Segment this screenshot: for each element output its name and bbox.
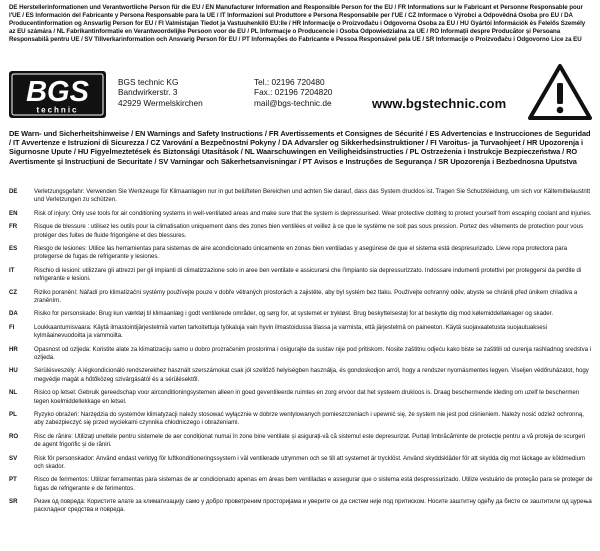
warning-text: Rischio di lesioni: utilizzare gli attrezzi per gli impianti di climatizzazione solo in aree ben ventilate e assicurarsi che l'impianto sia depressurizzato. Indossare indumenti protettivi per proteggersi da perdite di refrigerante e lesioni. — [34, 266, 582, 283]
warnings-list — [9, 188, 593, 520]
warning-item-cz — [9, 289, 593, 306]
language-code: EN — [9, 209, 18, 217]
warning-triangle-icon — [527, 63, 593, 121]
warning-text: Ризик од повреда: Користите алате за климатизацију само у добро проветреним просторијама и уверите се да систем није под притиском. Носите заштитну одећу да бисте се заштитили од цурења расхладног средства и повреда. — [34, 498, 592, 514]
warning-item-pt — [9, 476, 593, 493]
logo-brand-text: BGS — [26, 76, 89, 108]
warning-item-ro — [9, 433, 593, 450]
language-code: CZ — [9, 288, 18, 296]
warnings-section-title: DE Warn- und Sicherheitshinweise / EN Warnings and Safety Instructions / FR Avertissements et Consignes de Sécurité / ES Advertencias e Instrucciones de Seguridad / IT Avvertenze e Istruzioni di Sicurezza / CZ Varování a Bezpečnostní Pokyny / DA Advarsler og Sikkerhedsinstruktioner / FI Varoitus- ja Turvaohjeet / HR Upozorenja i Sigurnosne Upute / HU Figyelmeztetések és Biztonsági Utasítások / NL Waarschuwingen en Veiligheidsinstructies / PL Ostrzeżenia i Instrukcje Bezpieczeństwa / RO Avertismente și Instrucțiuni de Securitate / SV Varningar och Säkerhetsanvisningar / PT Avisos e Instruções de Segurança / SR Upozorenja i Bezbednosna Uputstva — [9, 129, 591, 166]
language-code: ES — [9, 245, 18, 253]
language-code: DA — [9, 310, 18, 318]
warning-item-es — [9, 245, 593, 262]
language-code: FR — [9, 223, 18, 231]
website-url: www.bgstechnic.com — [372, 96, 507, 111]
language-code: IT — [9, 266, 15, 274]
company-name: BGS technic KG — [118, 77, 179, 87]
bgs-technic-logo — [9, 71, 106, 118]
language-code: PL — [9, 411, 17, 418]
contact-fax: Fax.: 02196 7204820 — [254, 87, 333, 98]
warning-text: Riesgo de lesiones: Utilice las herramientas para sistemas de aire acondicionado únicamente en zonas bien ventiladas y asegúrese de que el sistema está despresurizado. Lleve ropa protectora para protegerse de fugas de refrigerante y lesiones. — [34, 245, 568, 261]
manufacturer-info-heading: DE Herstellerinformationen und Verantwortliche Person für die EU / EN Manufacturer Information and Responsible Person for the EU / FR Informations sur le Fabricant et Personne Responsable pour l'UE / ES Información del Fabricante y Persona Responsable para la UE / IT Informazioni sul Produttore e Persona Responsabile per l'UE / CZ Informace o Výrobci a Odpovědná Osoba pro EU / DA Producentinformation og Ansvarlig Person for EU / FI Valmistajan Tiedot ja Vastuuhenkilö EU:lle / HR Informacije o Proizvođaču i Odgovorna Osoba za EU / HU Gyártói Információk és Felelős Személy az EU számára / NL Fabrikantinformatie en Verantwoordelijke Persoon voor de EU / PL Informacje o Producencie i Osoba Odpowiedzialna za UE / RO Informații despre Producător și Persoana Responsabilă pentru UE / SV Tillverkarinformation och Ansvarig Person för EU / PT Informações do Fabricante e Pessoa Responsável pela UE / SR Informacije o Proizvođaču i Odgovorno Lice za EU — [9, 4, 586, 43]
language-code: DE — [9, 188, 18, 195]
contact-mail: mail@bgs-technic.de — [254, 97, 332, 108]
language-code: SR — [9, 498, 18, 506]
warning-item-fr — [9, 223, 593, 240]
warning-text: Risico op letsel: Gebruik gereedschap voor airconditioningsystemen alleen in goed geventileerde ruimtes en zorg ervoor dat het systeem drukloos is. Draag beschermende kleding om uzelf te beschermen tegen koelmiddellekkage en letsel. — [34, 389, 580, 405]
contact-tel: Tel.: 02196 720480 — [254, 77, 325, 87]
warning-text: Risk för personskador: Använd endast verktyg för luftkonditioneringssystem i väl ventilerade utrymmen och se till att systemet är trycklöst. Använd skyddskläder för att skydda dig mot läckage av köldmedium och skador. — [34, 454, 586, 470]
language-code: RO — [9, 432, 19, 440]
warning-text: Risiko for personskade: Brug kun værktøj til klimaanlæg i godt ventilerede områder, og sørg for, at systemet er trykløst. Brug beskyttelsestøj for at beskytte dig mod kølemiddellækager og skader. — [34, 310, 554, 318]
warning-item-en — [9, 210, 593, 218]
warning-text: Loukkaantumisvaara: Käytä ilmastointijärjestelmiä varten tarkoitettuja työkaluja vain hyvin ilmastoidussa tilassa ja varmista, että järjestelmä on paineeton. Käytä suojavaatetusta suojautuaksesi kylmäainevuodoilta ja vammoilta. — [34, 323, 548, 340]
warning-text: Opasnost od ozljeda: Koristite alate za klimatizaciju samo u dobro prozračenim prostorima i osigurajte da sustav nije pod pritiskom. Nosite zaštitnu odjeću kako biste se zaštitili od curenja rashladnog sredstva i ozljeda. — [34, 345, 592, 361]
logo-sub-text: technic — [36, 105, 79, 115]
warning-text: Verletzungsgefahr: Verwenden Sie Werkzeuge für Klimaanlagen nur in gut belüfteten Bereichen und achten Sie darauf, dass das System drucklos ist. Tragen Sie Schutzkleidung, um sich vor Kältemittelaustritt und Verletzungen zu schützen. — [34, 188, 591, 204]
company-contact — [254, 77, 332, 108]
warning-item-hu — [9, 367, 593, 384]
warning-text: Risk of injury: Only use tools for air conditioning systems in well-ventilated areas and make sure that the system is depressurised. Wear protective clothing to protect yourself from escaping coolant and injuries. — [34, 209, 592, 217]
company-address — [118, 77, 203, 108]
warning-text: Risque de blessure : utilisez les outils pour la climatisation uniquement dans des zones bien ventilées et veillez à ce que le système ne soit pas sous pression. Portez des vêtements de protection pour vous protéger des fuites de fluide frigorigène et des blessures. — [34, 223, 584, 239]
language-code: NL — [9, 389, 18, 397]
warning-text: Risco de ferimentos: Utilizar ferramentas para sistemas de ar condicionado apenas em áreas bem ventiladas e assegurar que o sistema está despressurizado. Utilize vestuário de proteção para se proteger de fugas de refrigerante e de ferimentos. — [34, 476, 593, 492]
warning-item-pl — [9, 411, 593, 428]
language-code: HR — [9, 345, 18, 353]
warning-text: Sérülésveszély: A légkondicionáló rendszerekhez használt szerszámokat csak jól szellőző helyiségben használja, és gondoskodjon arról, hogy a rendszer nyomásmentes legyen. Viseljen védőruházatot, hogy megvédje magát a hűtőközeg szivárgásától és a sérülésektől. — [34, 367, 589, 383]
warning-item-da — [9, 310, 593, 318]
company-city: 42929 Wermelskirchen — [118, 97, 203, 108]
warning-item-nl — [9, 389, 593, 406]
language-code: PT — [9, 476, 17, 484]
warning-text: Risc de rănire: Utilizați uneltele pentru sistemele de aer condiționat numai în zone bine ventilate și asigurați-vă că sistemul este depresurizat. Purtați îmbrăcăminte de protecție pentru a vă proteja de scurgeri de agent frigorific și de răniri. — [34, 432, 585, 449]
warning-text: Riziko poranění: Nářadí pro klimatizační systémy používejte pouze v dobře větraných prostorách a zajistěte, aby byl systém bez tlaku. Používejte ochranný oděv, abyste se chránili před únikem chladiva a zraněním. — [34, 288, 578, 304]
warning-item-hr — [9, 346, 593, 363]
company-street: Bandwirkerstr. 3 — [118, 87, 178, 98]
language-code: FI — [9, 323, 15, 331]
warning-item-fi — [9, 324, 593, 341]
language-code: HU — [9, 367, 18, 375]
language-code: SV — [9, 454, 18, 462]
warning-item-de — [9, 188, 593, 205]
warning-item-sv — [9, 455, 593, 472]
warning-item-sr — [9, 498, 593, 515]
warning-item-it — [9, 267, 593, 284]
warning-text: Ryzyko obrażeń: Narzędzia do systemów klimatyzacji należy stosować wyłącznie w dobrze wentylowanych pomieszczeniach i upewnić się, że system nie jest pod ciśnieniem. Należy nosić odzież ochronną, aby zabezpieczyć się przed wyciekami czynnika chłodniczego i obrażeniami. — [34, 411, 584, 427]
